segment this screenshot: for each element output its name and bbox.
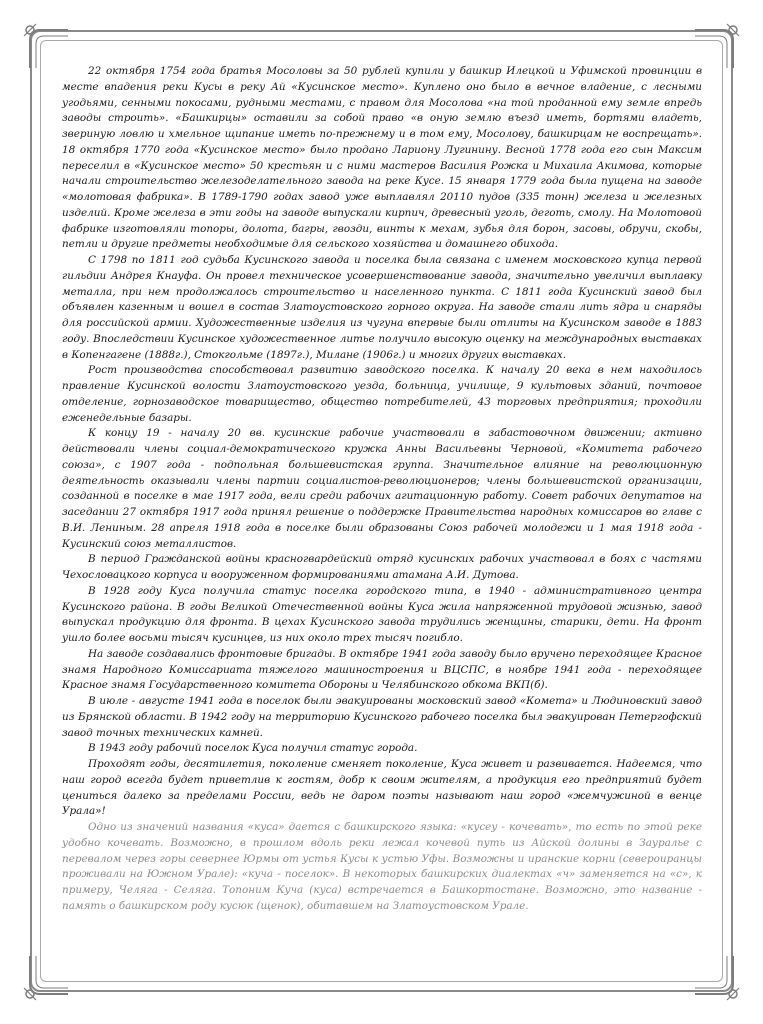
- corner-ornament-icon: [693, 954, 743, 1004]
- paragraph-closing: Проходят годы, десятилетия, поколение сменяет поколение, Куса живет и развивается. Надеемся, что наш город всегда будет приветлив к гостям, добр к своим жителям, а продукция его предприятий будет цениться далеко за пределами России, ведь не даром поэты называют наш город «жемчужиной в венце Урала»!: [62, 758, 702, 818]
- paragraph-front-brigades: На заводе создавались фронтовые бригады. В октябре 1941 года заводу было вручено переходящее Красное знамя Народного Комиссариата тяжелого машиностроения и ВЦСПС, в ноябре 1941 года - переходящее Красное знамя Государственного комитета Обороны и Челябинского обкома ВКП(б).: [62, 647, 702, 692]
- history-text-body: [62, 64, 702, 915]
- paragraph-wwii: В 1928 году Куса получила статус поселка городского типа, в 1940 - административного центра Кусинского района. В годы Великой Отечественной войны Куса жила напряженной трудовой жизнью, завод выпускал продукцию для фронта. В цехах Кусинского завода трудились женщины, старики, дети. На фронт ушло более восьми тысяч кусинцев, из них около трех тысяч погибло.: [62, 584, 702, 644]
- paragraph-name-origin-note: Одно из значений названия «куса» дается с башкирского языка: «кусеу - кочевать», то есть по этой реке удобно кочевать. Возможно, в прошлом вдоль реки лежал кочевой путь из Айской долины в Зауралье с перевалом через горы севернее Юрмы от устья Кусы к устью Уфы. Возможны и иранские корни (североиранцы проживали на Южном Урале): «куча - поселок». В некоторых башкирских диалектах «ч» заменяется на «с», к примеру, Челяга - Селяга. Топоним Куча (куса) встречается в Башкортостане. Возможно, это название - память о башкирском роду кусюк (щенок), обитавшем на Златоустовском Урале.: [62, 821, 702, 912]
- paragraph-evacuation: В июле - августе 1941 года в поселок были эвакуированы московский завод «Комета» и Людиновский завод из Брянской области. В 1942 году на территорию Кусинского рабочего поселка был эвакуирован Петергофский завод точных технических камней.: [62, 695, 702, 739]
- paragraph-revolution: К концу 19 - началу 20 вв. кусинские рабочие участвовали в забастовочном движении; активно действовали члены социал-демократического кружка Анны Васильевны Черновой, «Комитета рабочего союза», с 1907 года - подпольная большевистская группа. Значительное влияние на революционную деятельность оказывали члены партии социалистов-революционеров; члены большевистской организации, созданной в поселке в мае 1917 года, вели среди рабочих агитационную работу. Совет рабочих депутатов на заседании 27 октября 1917 года принял решение о поддержке Правительства народных комиссаров во главе с В.И. Лениным. 28 апреля 1918 года в поселке были образованы Союз рабочей молодежи и 1 мая 1918 года - Кусинский союз металлистов.: [62, 427, 702, 550]
- corner-ornament-icon: [20, 20, 70, 70]
- corner-ornament-icon: [693, 20, 743, 70]
- paragraph-settlement-growth: Рост производства способствовал развитию заводского поселка. К началу 20 века в нем находилось правление Кусинской волости Златоустовского уезда, больница, училище, 9 культовых зданий, почтовое отделение, горнозаводское товарищество, общество потребителей, 43 торговых предприятия; проходили еженедельные базары.: [62, 364, 702, 424]
- paragraph-founding: 22 октября 1754 года братья Мосоловы за 50 рублей купили у башкир Илецкой и Уфимской провинции в месте впадения реки Кусы в реку Ай «Кусинское место». Куплено оно было в вечное владение, с лесными угодьями, сенными покосами, рудными местами, с правом для Мосолова «на той проданной ему земле впредь заводы строить». «Башкирцы» оставили за собой право «в оную землю въезд иметь, бортями владеть, звериную ловлю и хмельное щипание иметь по-прежнему и в том ему, Мосолову, башкирцам не воспрещать». 18 октября 1770 года «Кусинское место» было продано Лариону Лугинину. Весной 1778 года его сын Максим переселил в «Кусинское место» 50 крестьян и с ними мастеров Василия Рожка и Михаила Акимова, которые начали строительство железоделательного завода на реке Кусе. 15 января 1779 года была пущена на заводе «молотовая фабрика». В 1789-1790 годах завод уже выплавлял 20110 пудов (335 тонн) железа и железных изделий. Кроме железа в эти годы на заводе выпускали кирпич, древесный уголь, деготь, смолу. На Молотовой фабрике изготовляли топоры, долота, багры, гвозди, винты к мехам, зубья для борон, засовы, обручи, скобы, петли и другие предметы необходимые для сельского хозяйства и домашнего обихода.: [62, 65, 702, 251]
- paragraph-civil-war: В период Гражданской войны красногвардейский отряд кусинских рабочих участвовал в боях с частями Чехословацкого корпуса и вооруженном формированиями атамана А.И. Дутова.: [62, 553, 702, 581]
- paragraph-city-status: В 1943 году рабочий поселок Куса получил статус города.: [88, 742, 418, 755]
- corner-ornament-icon: [20, 954, 70, 1004]
- paragraph-knauf: С 1798 по 1811 год судьба Кусинского завода и поселка была связана с именем московского купца первой гильдии Андрея Кнауфа. Он провел техническое усовершенствование завода, значительно увеличил выплавку металла, при нем продолжалось строительство и населенного пункта. С 1811 года Кусинский завод был объявлен казенным и вошел в состав Златоустовского горного округа. На заводе стали лить ядра и снаряды для российской армии. Художественные изделия из чугуна впервые были отлиты на Кусинском заводе в 1883 году. Впоследствии Кусинское художественное литье получило высокую оценку на международных выставках в Копенгагене (1888г.), Стокгольме (1897г.), Милане (1906г.) и многих других выставках.: [62, 254, 702, 361]
